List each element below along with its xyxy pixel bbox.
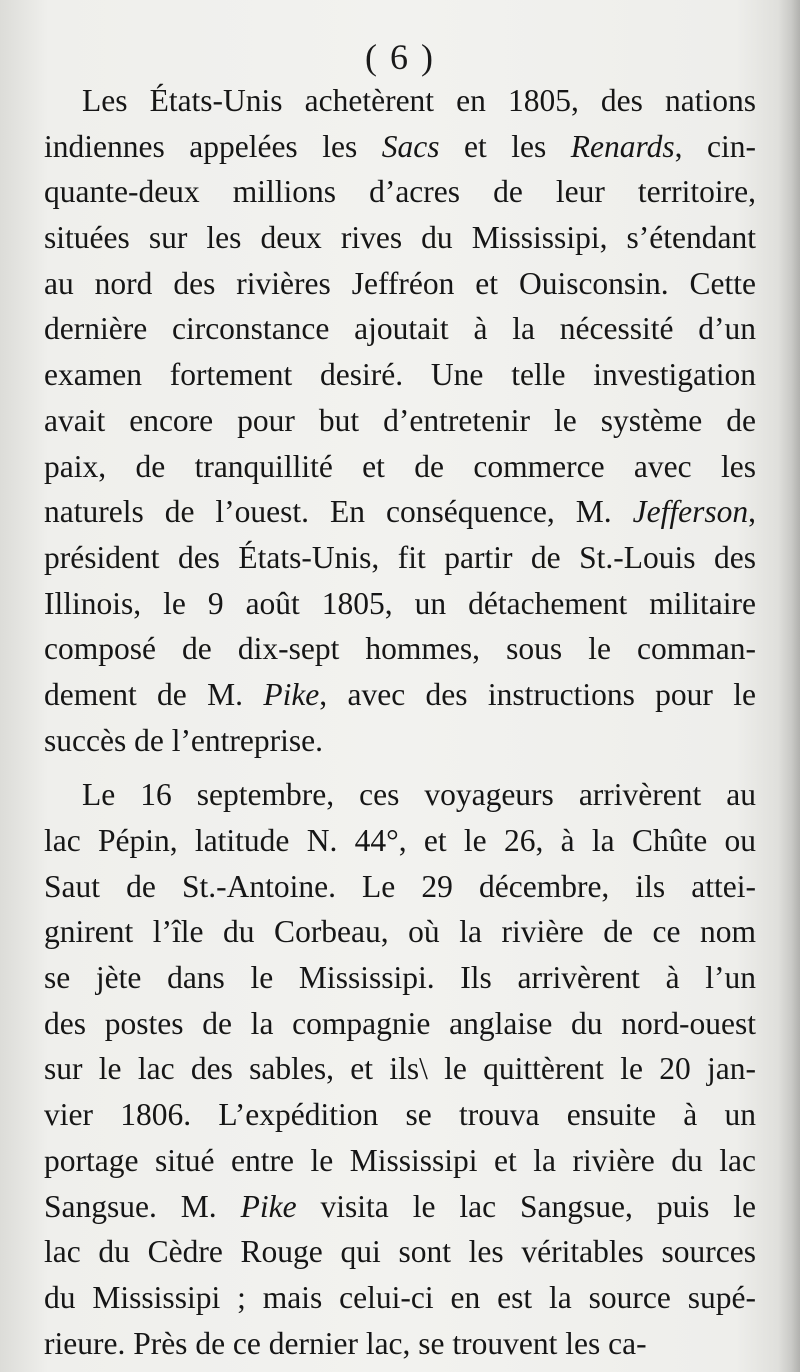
text-segment: naturels de l’ouest. En conséquence, M.: [44, 494, 633, 530]
text-segment: situées sur les deux rives du Mississipi, s’étendant: [44, 220, 756, 256]
text-segment: Sangsue. M.: [44, 1188, 241, 1224]
text-line: [44, 909, 756, 955]
text-segment: examen fortement desiré. Une telle investigation: [44, 357, 756, 393]
text-line: [44, 215, 756, 261]
italic-name: Pike: [263, 676, 320, 712]
italic-name: Jefferson: [632, 494, 749, 530]
text-line: [44, 864, 756, 910]
text-segment: vier 1806. L’expédition se trouva ensuite à un: [44, 1097, 756, 1133]
text-line: [44, 1184, 756, 1230]
text-segment: avait encore pour but d’entretenir le système de: [44, 402, 756, 438]
text-line: [44, 1001, 756, 1047]
text-line: [44, 1046, 756, 1092]
text-segment: lac du Cèdre Rouge qui sont les véritables sources: [44, 1234, 756, 1270]
text-segment: du Mississipi ; mais celui-ci en est la source supé-: [44, 1279, 756, 1315]
italic-name: Renards: [570, 128, 675, 164]
text-line: [44, 672, 756, 718]
text-segment: quante-deux millions d’acres de leur territoire,: [44, 174, 756, 210]
italic-name: Pike: [240, 1188, 297, 1224]
text-segment: Le 16 septembre, ces voyageurs arrivèrent au: [82, 777, 756, 813]
text-line: [44, 78, 756, 124]
text-segment: portage situé entre le Mississipi et la rivière du lac: [44, 1142, 756, 1178]
text-segment: des postes de la compagnie anglaise du nord-ouest: [44, 1005, 756, 1041]
text-line: [44, 169, 756, 215]
text-segment: et les: [439, 128, 571, 164]
text-segment: dement de M.: [44, 676, 264, 712]
text-segment: visita le lac Sangsue, puis le: [296, 1188, 756, 1224]
text-segment: Les États-Unis achetèrent en 1805, des nations: [82, 83, 756, 118]
text-segment: composé de dix-sept hommes, sous le comman-: [44, 631, 756, 667]
text-line: [44, 581, 756, 627]
text-line: [44, 818, 756, 864]
text-line: [44, 306, 756, 352]
text-segment: président des États-Unis, fit partir de St.-Louis des: [44, 539, 756, 575]
body-text: [44, 78, 756, 1372]
text-line: [44, 124, 756, 170]
paragraph: [44, 772, 756, 1366]
text-segment: indiennes appelées les: [44, 128, 382, 164]
text-line: [44, 535, 756, 581]
text-line: [44, 955, 756, 1001]
text-segment: Illinois, le 9 août 1805, un détachement militaire: [44, 585, 756, 621]
text-segment: Saut de St.-Antoine. Le 29 décembre, ils attei-: [44, 868, 756, 904]
page-number: ( 6 ): [365, 37, 435, 77]
text-line: [44, 489, 756, 535]
text-line: [44, 1275, 756, 1321]
paragraph: [44, 78, 756, 763]
text-line: [44, 1321, 756, 1367]
text-segment: succès de l’entreprise.: [44, 722, 323, 758]
text-segment: , avec des instructions pour le: [319, 676, 756, 712]
text-line: [44, 261, 756, 307]
page-edge-shadow: [778, 0, 800, 1372]
text-line: [44, 1092, 756, 1138]
text-segment: se jète dans le Mississipi. Ils arrivèrent à l’un: [44, 960, 756, 996]
text-line: [44, 1138, 756, 1184]
text-line: [44, 352, 756, 398]
text-segment: sur le lac des sables, et ils\ le quittèrent le 20 jan-: [44, 1051, 756, 1087]
text-line: [44, 1229, 756, 1275]
text-line: [44, 626, 756, 672]
text-segment: ,: [748, 494, 756, 530]
text-line: [44, 444, 756, 490]
text-segment: , cin-: [674, 128, 756, 164]
italic-name: Sacs: [381, 128, 440, 164]
text-segment: au nord des rivières Jeffréon et Ouisconsin. Cette: [44, 265, 756, 301]
text-line: [44, 718, 756, 764]
text-segment: paix, de tranquillité et de commerce avec les: [44, 448, 756, 484]
text-segment: rieure. Près de ce dernier lac, se trouvent les ca-: [44, 1325, 647, 1361]
text-line: [44, 398, 756, 444]
text-segment: lac Pépin, latitude N. 44°, et le 26, à la Chûte ou: [44, 823, 756, 858]
text-segment: dernière circonstance ajoutait à la nécessité d’un: [44, 311, 756, 347]
text-segment: gnirent l’île du Corbeau, où la rivière de ce nom: [44, 914, 756, 950]
text-line: [44, 772, 756, 818]
